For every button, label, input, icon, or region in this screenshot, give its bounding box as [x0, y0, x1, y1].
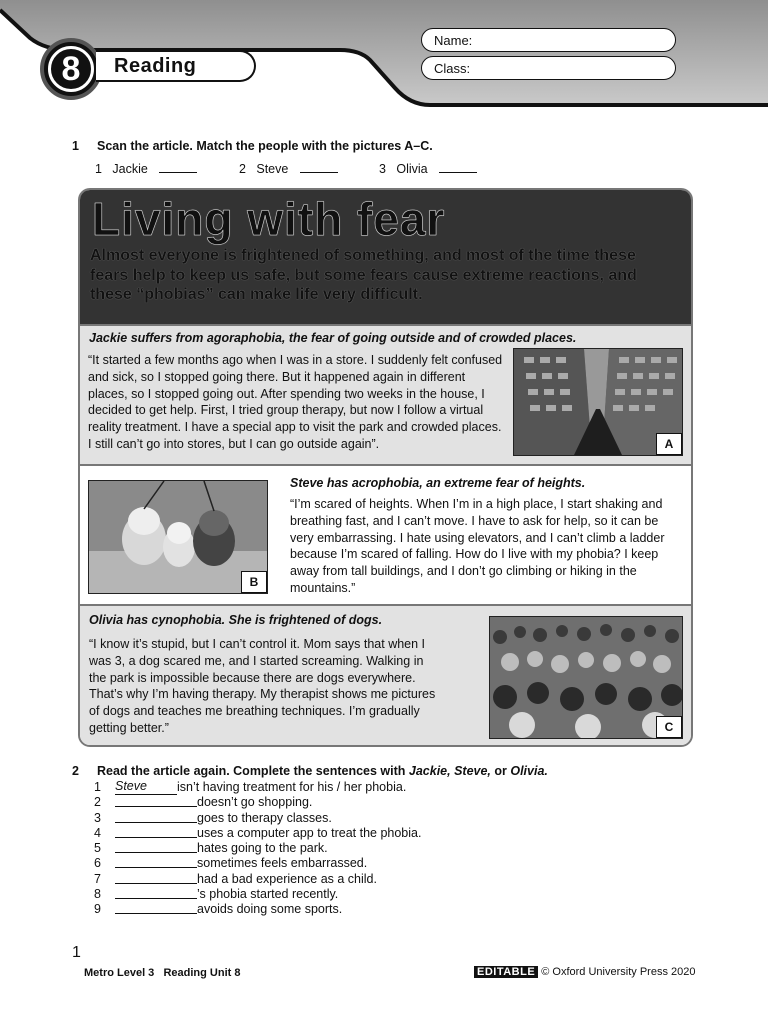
answer-blank[interactable]: [115, 872, 197, 884]
item-number: 3: [94, 810, 101, 825]
item-number: 7: [94, 871, 101, 886]
class-label: Class:: [434, 60, 471, 76]
crowd-photo: [489, 616, 683, 739]
answer-blank[interactable]: [115, 826, 197, 838]
item-text: ’s phobia started recently.: [197, 887, 339, 902]
name-label: Name:: [434, 32, 473, 48]
section-heading: Olivia has cynophobia. She is frightened of dogs.: [89, 613, 383, 627]
exercise1-item: [379, 162, 477, 176]
exercise1-item: [239, 162, 338, 176]
instruction-last-name: Olivia.: [510, 764, 548, 778]
list-item: [94, 902, 421, 917]
picture-label: A: [656, 433, 682, 455]
exercise2-instruction: [97, 764, 548, 778]
item-number: 4: [94, 825, 101, 840]
item-number: 6: [94, 856, 101, 871]
article-intro: Almost everyone is frightened of something, and most of the time these fears help to keep us safe, but some fears cause extreme reactions, and these “phobias” can make life very difficult.: [90, 247, 637, 303]
item-text: hates going to the park.: [197, 841, 328, 856]
item-text: sometimes feels embarrassed.: [197, 856, 368, 871]
list-item: [94, 795, 421, 810]
item-name: Steve: [256, 162, 289, 176]
unit-number: 8: [61, 49, 81, 88]
footer-left: Metro Level 3 Reading Unit 8: [84, 967, 241, 979]
section-title-pill: [96, 50, 256, 82]
picture-label: B: [241, 571, 267, 593]
list-item: [94, 856, 421, 871]
copyright: © Oxford University Press 2020: [541, 966, 696, 978]
item-name: Jackie: [112, 162, 148, 176]
answer-blank[interactable]: [115, 902, 197, 914]
item-number: 2: [94, 795, 101, 810]
item-text: isn’t having treatment for his / her phobia.: [177, 780, 407, 794]
crowd-image: [490, 617, 682, 738]
answer-blank[interactable]: [115, 841, 197, 853]
answer-blank[interactable]: [115, 887, 197, 899]
answer-blank[interactable]: [115, 856, 197, 868]
list-item: [94, 872, 421, 887]
unit-number-badge: [40, 38, 102, 100]
item-number: 1: [94, 780, 101, 794]
list-item: [94, 826, 421, 841]
example-answer: Steve: [115, 780, 177, 795]
section-heading: Jackie suffers from agoraphobia, the fear of going outside and of crowded places.: [89, 331, 577, 345]
exercise1-item: [95, 162, 197, 176]
item-name: Olivia: [396, 162, 428, 176]
name-field[interactable]: [421, 28, 676, 52]
list-item: [94, 841, 421, 856]
article-title: Living with fear: [92, 193, 446, 245]
instruction-names: Jackie, Steve,: [408, 764, 491, 778]
class-field[interactable]: [421, 56, 676, 80]
item-number: 1: [95, 162, 102, 176]
section-olivia: [80, 604, 691, 747]
answer-blank[interactable]: [115, 811, 197, 823]
item-number: 2: [239, 162, 246, 176]
exercise2-list: [94, 780, 421, 918]
section-heading: Steve has acrophobia, an extreme fear of heights.: [290, 476, 586, 490]
item-text: uses a computer app to treat the phobia.: [197, 825, 422, 840]
exercise2-number: 2: [72, 764, 79, 778]
instruction-text: Read the article again. Complete the sentences with: [97, 764, 409, 778]
section-text: “I’m scared of heights. When I’m in a high place, I start shaking and breathing fast, and I can’t move. I have to ask for help, so it can be very embarrassing. I hate using elevators, and I can’t climb a ladder because I’m scared of falling. How do I live with my phobia? I keep away from tall buildings, and I don’t go climbing or hiking in the mountains.”: [290, 497, 665, 595]
item-text: goes to therapy classes.: [197, 810, 332, 825]
item-text: avoids doing some sports.: [197, 902, 343, 917]
answer-blank[interactable]: [439, 172, 477, 173]
exercise1-instruction: Scan the article. Match the people with the pictures A–C.: [97, 139, 433, 153]
item-number: 9: [94, 902, 101, 917]
section-steve: [80, 464, 691, 604]
answer-blank[interactable]: [159, 172, 197, 173]
list-item: [94, 887, 421, 902]
article-box: [78, 188, 693, 747]
item-text: had a bad experience as a child.: [197, 871, 377, 886]
editable-badge: EDITABLE: [474, 966, 538, 978]
footer-right: [474, 966, 695, 978]
item-number: 3: [379, 162, 386, 176]
list-item: [94, 811, 421, 826]
section-text: “I know it’s stupid, but I can’t control it. Mom says that when I was 3, a dog scared me, and I started screaming. Walking in the park is impossible because there are dogs everywhere. That’s why I’m having therapy. My therapist shows me pictures of dogs and teaches me breathing techniques. I’m gradually getting better.”: [89, 637, 436, 735]
list-item: [94, 780, 421, 795]
article-header: [80, 190, 691, 324]
picture-label: C: [656, 716, 682, 738]
answer-blank[interactable]: [300, 172, 338, 173]
page-number: 1: [72, 944, 81, 961]
item-number: 5: [94, 841, 101, 856]
section-jackie: [80, 324, 691, 464]
section-title: Reading: [114, 54, 197, 77]
item-text: doesn’t go shopping.: [197, 795, 313, 810]
section-text: “It started a few months ago when I was in a store. I suddenly felt confused and sick, so I stopped going there. But it happened again in different places, so I stopped going out. After spending two weeks in the house, I decided to get help. First, I tried group therapy, but now I follow a virtual reality treatment. I have a special app to visit the park and crowded places. I still can’t go into stores, but I can go outside again”.: [88, 353, 503, 451]
dogs-photo: [88, 480, 268, 594]
tall-buildings-photo: [513, 348, 683, 456]
exercise1-number: 1: [72, 139, 79, 153]
item-number: 8: [94, 887, 101, 902]
answer-blank[interactable]: [115, 795, 197, 807]
instruction-or: or: [490, 764, 511, 778]
